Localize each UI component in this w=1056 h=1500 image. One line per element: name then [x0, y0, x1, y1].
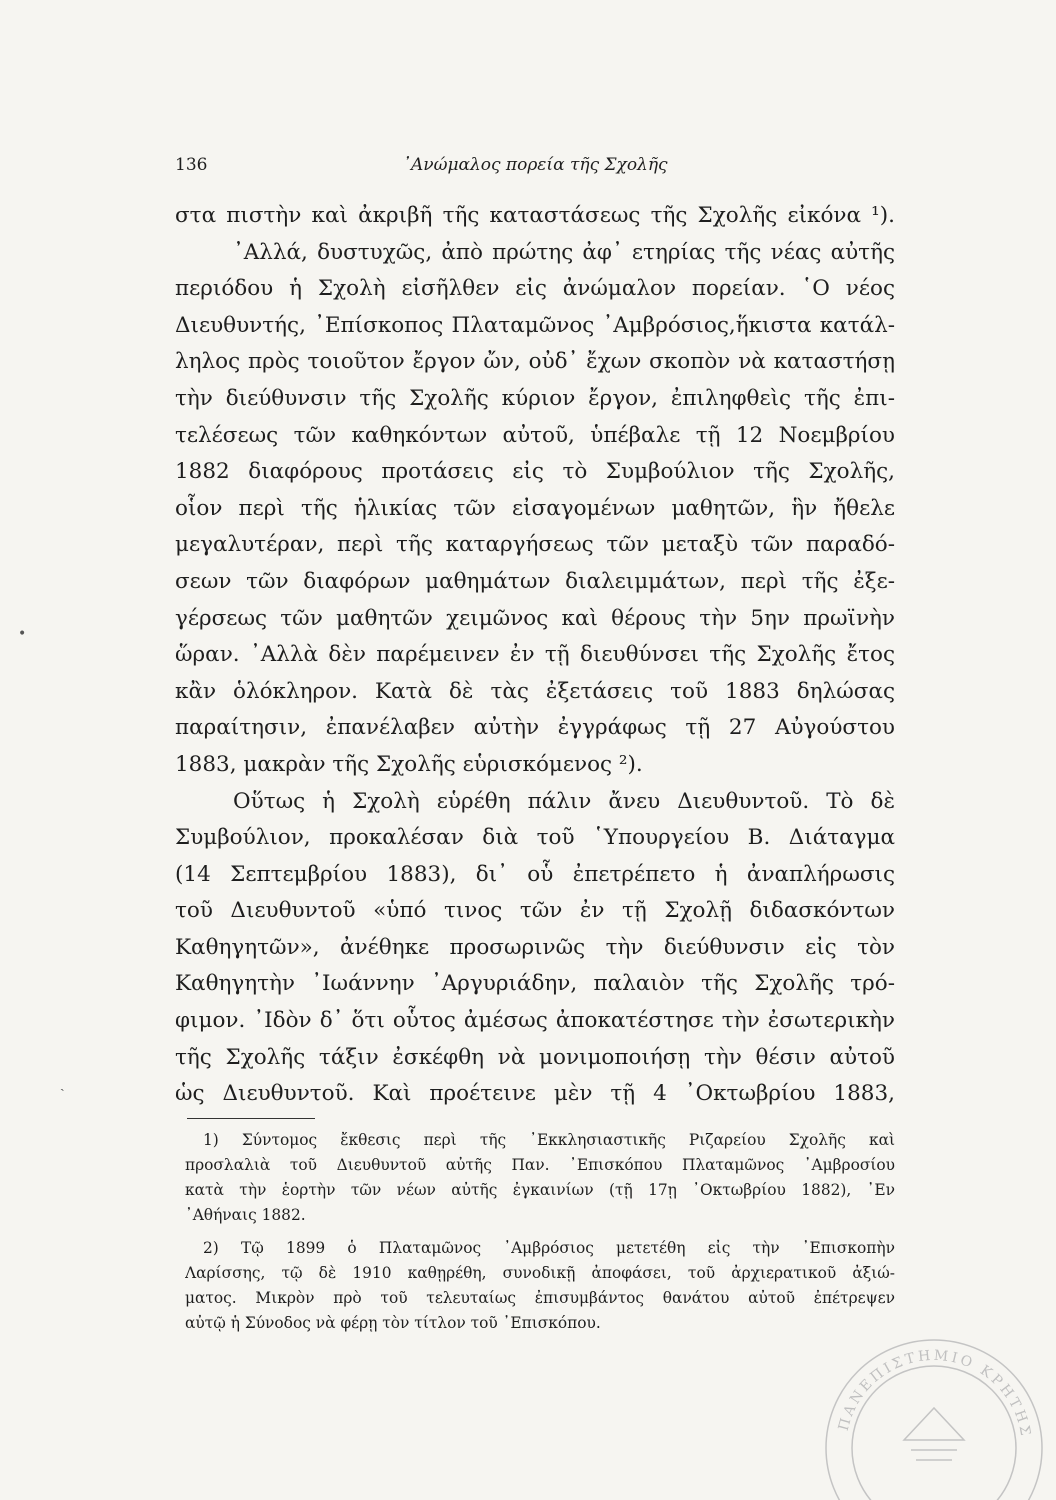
- body-line: Διευθυντής, ᾿Επίσκοπος Πλαταμῶνος ᾿Αμβρόσιος,ἥκιστα κατάλ-: [175, 312, 895, 338]
- body-line: γέρσεως τῶν μαθητῶν χειμῶνος καὶ θέρους τὴν 5ην πρωϊνὴν: [175, 605, 895, 631]
- footnote-1: [185, 1128, 895, 1228]
- body-line: Καθηγητὴν ᾿Ιωάννην ᾿Αργυριάδην, παλαιὸν τῆς Σχολῆς τρό-: [175, 971, 895, 997]
- body-line: τὴν διεύθυνσιν τῆς Σχολῆς κύριον ἔργον, ἐπιληφθεὶς τῆς ἐπι-: [175, 385, 895, 411]
- body-line: ὡς Διευθυντοῦ. Καὶ προέτεινε μὲν τῇ 4 ᾿Οκτωβρίου 1883,: [175, 1081, 895, 1107]
- body-line: τοῦ Διευθυντοῦ «ὑπό τινος τῶν ἐν τῇ Σχολῇ διδασκόντων: [175, 898, 895, 924]
- body-line: 1883, μακρὰν τῆς Σχολῆς εὑρισκόμενος ²).: [175, 751, 643, 777]
- seal-emblem-lines: [911, 1450, 957, 1460]
- body-line: ᾿Αλλά, δυστυχῶς, ἀπὸ πρώτης ἀφ᾿ ετηρίας τῆς νέας αὐτῆς: [233, 239, 895, 265]
- body-text: [175, 198, 895, 1113]
- footnote-2: [185, 1236, 895, 1336]
- university-seal-watermark: [816, 1330, 1046, 1500]
- body-line: Συμβούλιον, προκαλέσαν διὰ τοῦ ῾Υπουργείου Β. Διάταγμα: [175, 825, 895, 851]
- body-line: στα πιστὴν καὶ ἀκριβῆ τῆς καταστάσεως τῆς Σχολῆς εἰκόνα ¹).: [175, 203, 895, 228]
- footnote-line: αὐτῷ ἡ Σύνοδος νὰ φέρῃ τὸν τίτλον τοῦ ᾿Επισκόπου.: [185, 1314, 601, 1332]
- body-line: κἂν ὁλόκληρον. Κατὰ δὲ τὰς ἐξετάσεις τοῦ 1883 δηλώσας: [175, 678, 895, 704]
- seal-text: ΠΑΝΕΠΙΣΤΗΜΙΟ ΚΡΗΤΗΣ: [835, 1347, 1034, 1440]
- footnote-line: κατὰ τὴν ἑορτὴν τῶν νέων αὐτῆς ἐγκαινίων (τῇ 17ῃ ᾿Οκτωβρίου 1882), ᾿Εν: [185, 1181, 895, 1199]
- page-number: 136: [175, 155, 208, 175]
- footnote-line: 1) Σύντομος ἔκθεσις περὶ τῆς ᾿Εκκλησιαστικῆς Ριζαρείου Σχολῆς καὶ: [203, 1131, 895, 1149]
- page-header: [175, 155, 895, 185]
- body-line: τελέσεως τῶν καθηκόντων αὐτοῦ, ὑπέβαλε τῇ 12 Νοεμβρίου: [175, 422, 895, 448]
- body-line: οἷον περὶ τῆς ἡλικίας τῶν εἰσαγομένων μαθητῶν, ἣν ἤθελε: [175, 495, 895, 521]
- body-line: ληλος πρὸς τοιοῦτον ἔργον ὤν, οὐδ᾿ ἔχων σκοπὸν νὰ καταστήσῃ: [175, 349, 895, 375]
- running-title: ᾿Ανώμαλος πορεία τῆς Σχολῆς: [402, 155, 668, 175]
- body-line: 1882 διαφόρους προτάσεις εἰς τὸ Συμβούλιον τῆς Σχολῆς,: [175, 459, 895, 485]
- footnote-line: ματος. Μικρὸν πρὸ τοῦ τελευταίως ἐπισυμβάντος θανάτου αὐτοῦ ἐπέτρεψεν: [185, 1289, 895, 1307]
- body-line: τῆς Σχολῆς τάξιν ἐσκέφθη νὰ μονιμοποιήσῃ τὴν θέσιν αὐτοῦ: [175, 1044, 895, 1070]
- body-line: σεων τῶν διαφόρων μαθημάτων διαλειμμάτων, περὶ τῆς ἐξε-: [175, 568, 895, 594]
- body-line: Καθηγητῶν», ἀνέθηκε προσωρινῶς τὴν διεύθυνσιν εἰς τὸν: [175, 934, 895, 960]
- footnote-rule: [187, 1118, 315, 1119]
- body-line: (14 Σεπτεμβρίου 1883), δι᾿ οὗ ἐπετρέπετο ἡ ἀναπλήρωσις: [175, 861, 895, 887]
- footnote-line: προσλαλιὰ τοῦ Διευθυντοῦ αὐτῆς Παν. ᾿Επισκόπου Πλαταμῶνος ᾿Αμβροσίου: [185, 1156, 895, 1174]
- margin-tick: ˎ: [60, 1076, 65, 1092]
- footnotes: [185, 1128, 895, 1336]
- seal-emblem: [904, 1408, 964, 1440]
- body-line: περιόδου ἡ Σχολὴ εἰσῆλθεν εἰς ἀνώμαλον πορείαν. ῾Ο νέος: [175, 276, 895, 302]
- footnote-line: 2) Τῷ 1899 ὁ Πλαταμῶνος ᾿Αμβρόσιος μετετέθη εἰς τὴν ᾿Επισκοπὴν: [203, 1239, 895, 1257]
- footnote-line: Λαρίσσης, τῷ δὲ 1910 καθῃρέθη, συνοδικῇ ἀποφάσει, τοῦ ἀρχιερατικοῦ ἀξιώ-: [185, 1264, 895, 1282]
- body-line: μεγαλυτέραν, περὶ τῆς καταργήσεως τῶν μεταξὺ τῶν παραδό-: [175, 532, 895, 558]
- margin-dot: •: [18, 626, 27, 642]
- footnote-line: ᾿Αθήναις 1882.: [185, 1206, 306, 1224]
- body-line: Οὕτως ἡ Σχολὴ εὑρέθη πάλιν ἄνευ Διευθυντοῦ. Τὸ δὲ: [233, 788, 895, 814]
- seal-outer-ring: [826, 1340, 1042, 1500]
- body-line: ὥραν. ᾿Αλλὰ δὲν παρέμεινεν ἐν τῇ διευθύνσει τῆς Σχολῆς ἔτος: [175, 642, 895, 668]
- body-line: παραίτησιν, ἐπανέλαβεν αὐτὴν ἐγγράφως τῇ 27 Αὐγούστου: [175, 715, 895, 741]
- body-line: φιμον. ᾿Ιδὸν δ᾿ ὅτι οὗτος ἀμέσως ἀποκατέστησε τὴν ἐσωτερικὴν: [175, 1008, 895, 1034]
